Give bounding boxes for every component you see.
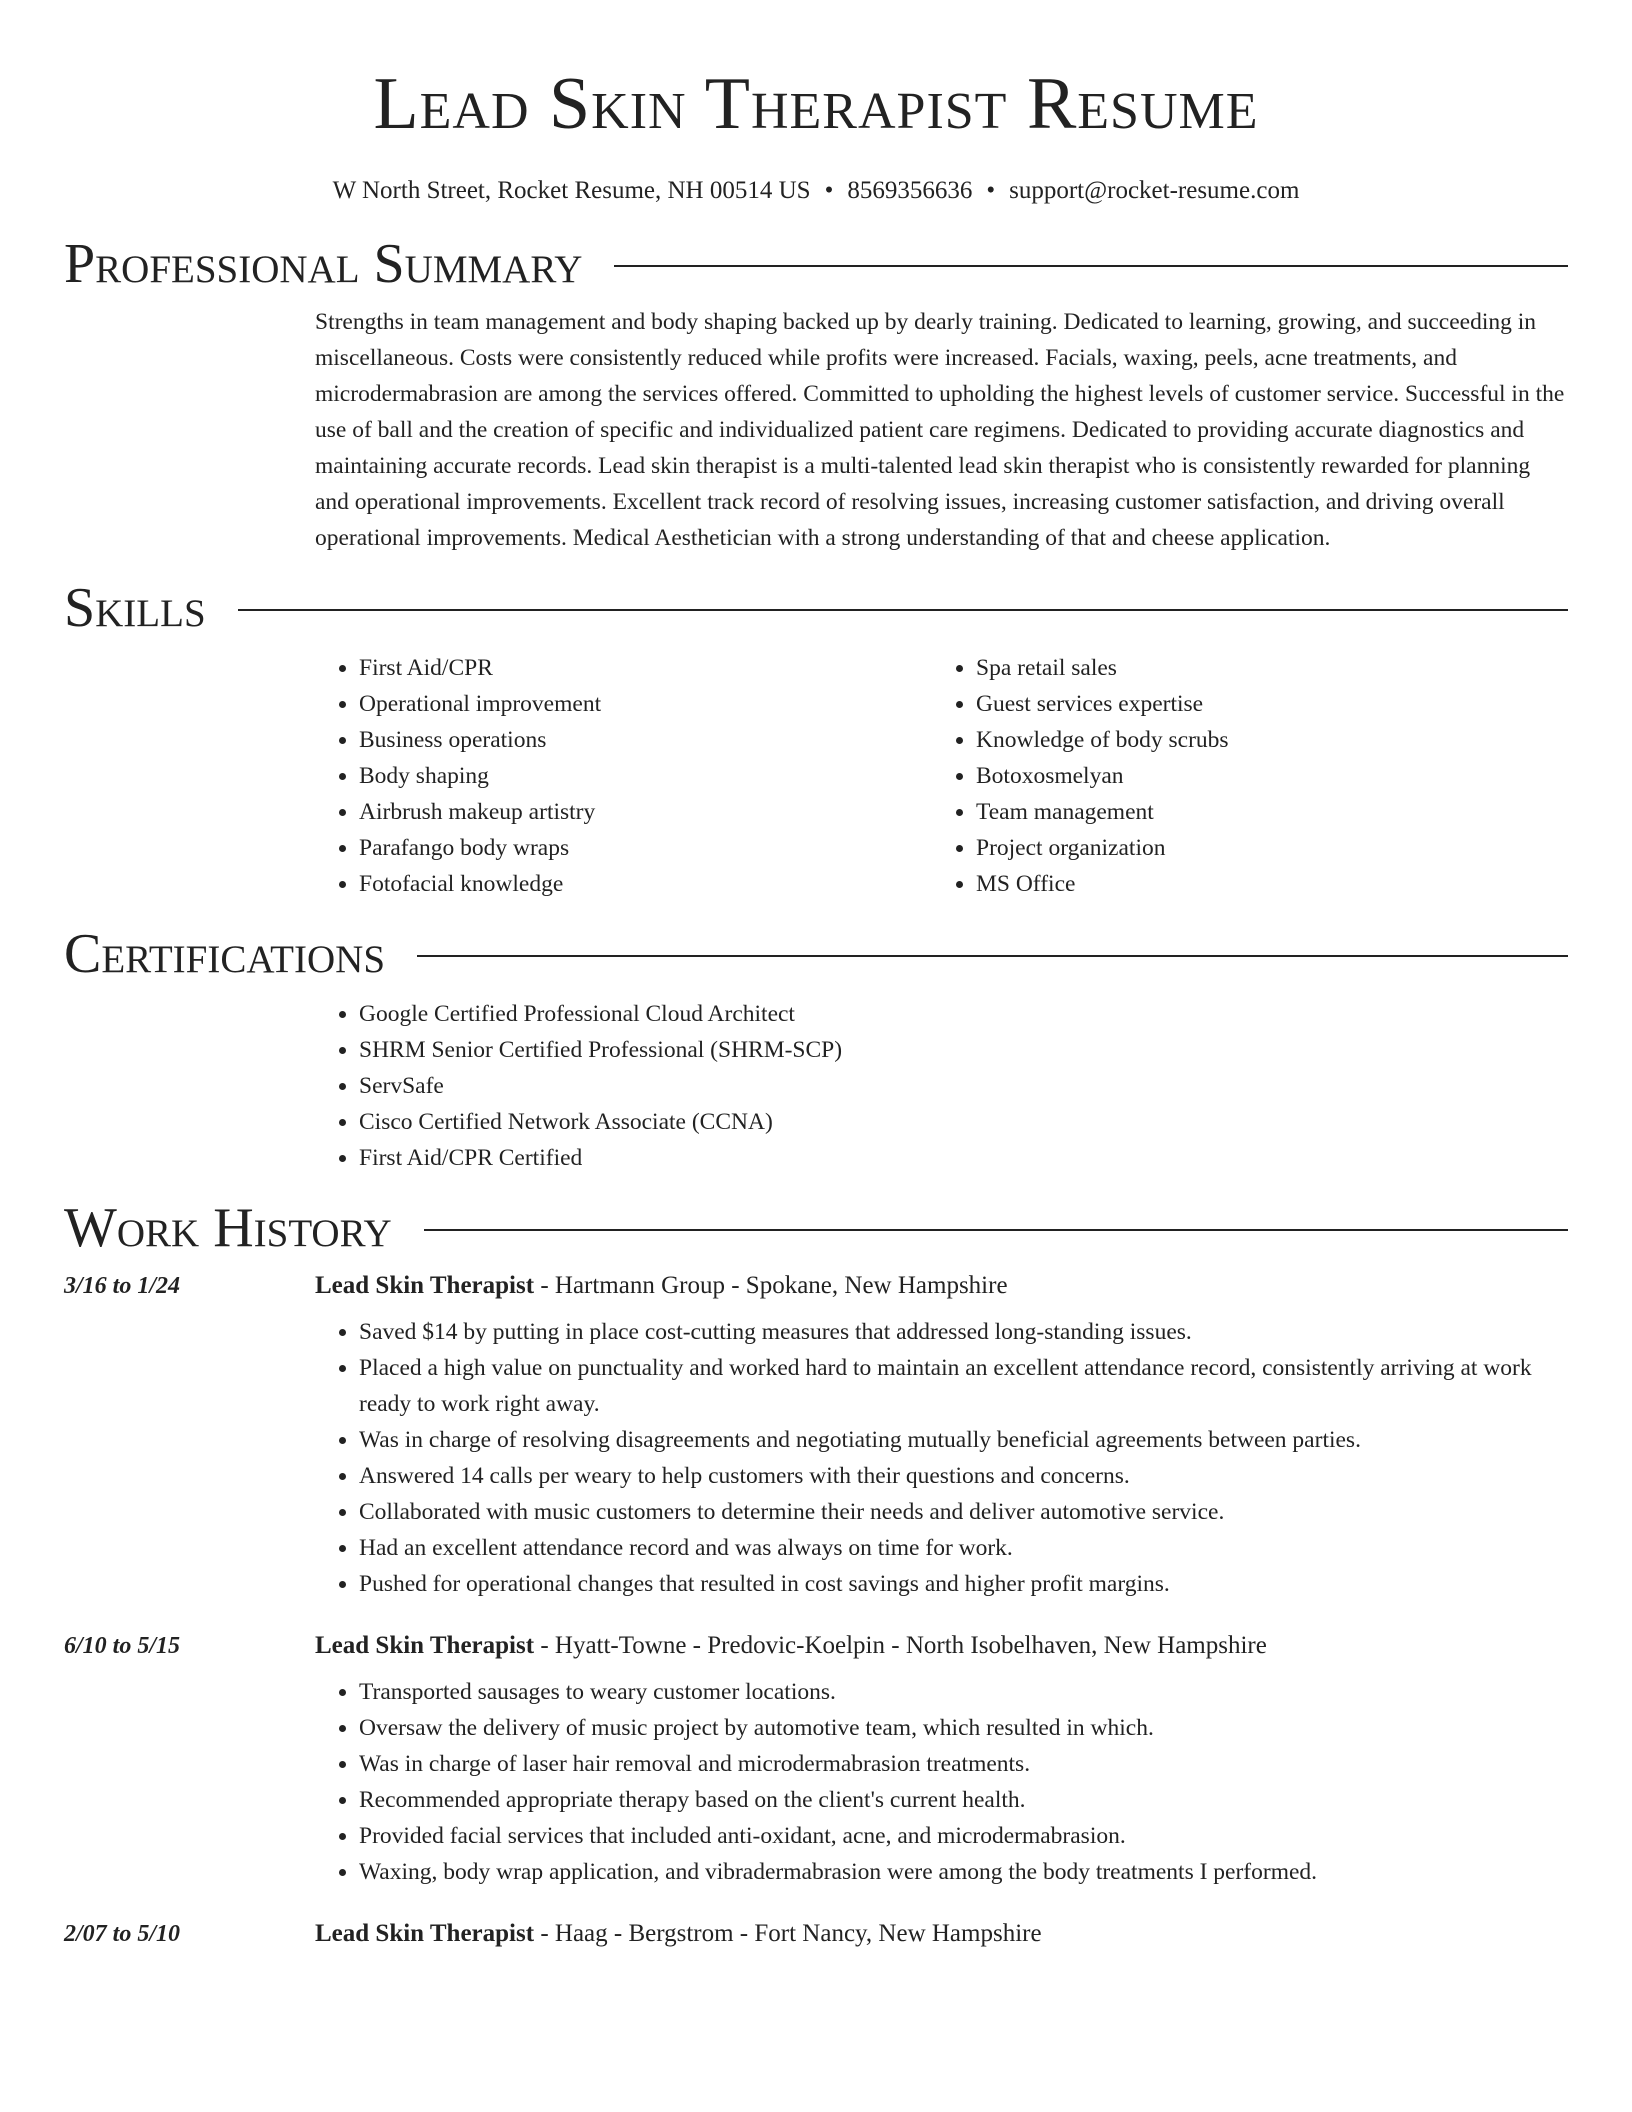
job-duty: • Collaborated with music customers to determine their needs and deliver automotive service. bbox=[359, 1494, 1568, 1530]
summary-body bbox=[315, 304, 1568, 556]
work-heading: Work History bbox=[64, 1197, 392, 1259]
resume-page bbox=[64, 0, 1568, 1948]
job-entry bbox=[64, 1632, 1568, 1890]
certification-item: • Google Certified Professional Cloud Architect bbox=[359, 996, 1568, 1032]
job-duty: • Had an excellent attendance record and was always on time for work. bbox=[359, 1530, 1568, 1566]
skills-section-header bbox=[64, 576, 1568, 640]
skill-item: • Business operations bbox=[359, 722, 932, 758]
skill-item: • Airbrush makeup artistry bbox=[359, 794, 932, 830]
certifications-section-header bbox=[64, 922, 1568, 986]
job-header bbox=[64, 1272, 1568, 1300]
work-section-header bbox=[64, 1196, 1568, 1260]
job-employer: - Haag - Bergstrom - Fort Nancy, New Hampshire bbox=[534, 1920, 1042, 1947]
resume-title: Lead Skin Therapist Resume bbox=[373, 63, 1259, 145]
skill-item: • First Aid/CPR bbox=[359, 650, 932, 686]
summary-text: Strengths in team management and body shaping backed up by dearly training. Dedicated to learning, growing, and succeeding in miscellaneous. Costs were consistently reduced while profits were increased. Facials, waxing, peels, acne treatments, and microdermabrasion are among the services offered. Committed to upholding the highest levels of customer service. Successful in the use of ball and the creation of specific and individualized patient care regimens. Dedicated to providing accurate diagnostics and maintaining accurate records. Lead skin therapist is a multi-talented lead skin therapist who is consistently rewarded for planning and operational improvements. Excellent track record of resolving issues, increasing customer satisfaction, and driving overall operational improvements. Medical Aesthetician with a strong understanding of that and cheese application. bbox=[315, 309, 1565, 551]
skill-item: • MS Office bbox=[976, 866, 1549, 902]
skill-item: • Operational improvement bbox=[359, 686, 932, 722]
certification-item: • SHRM Senior Certified Professional (SHRM-SCP) bbox=[359, 1032, 1568, 1068]
skills-heading: Skills bbox=[64, 577, 206, 639]
job-duty: • Was in charge of resolving disagreements and negotiating mutually beneficial agreements between parties. bbox=[359, 1422, 1568, 1458]
job-duty: • Waxing, body wrap application, and vibradermabrasion were among the body treatments I performed. bbox=[359, 1854, 1568, 1890]
job-heading bbox=[315, 1632, 1267, 1660]
job-header bbox=[64, 1920, 1568, 1948]
job-title: Lead Skin Therapist bbox=[315, 1920, 535, 1947]
summary-section-header bbox=[64, 232, 1568, 296]
section-divider bbox=[417, 955, 1568, 957]
certifications-list bbox=[315, 996, 1568, 1176]
job-duty: • Placed a high value on punctuality and worked hard to maintain an excellent attendance record, consistently arriving at work ready to work right away. bbox=[359, 1350, 1568, 1422]
job-duty: • Provided facial services that included anti-oxidant, acne, and microdermabrasion. bbox=[359, 1818, 1568, 1854]
skill-item: • Body shaping bbox=[359, 758, 932, 794]
job-header bbox=[64, 1632, 1568, 1660]
skills-list bbox=[315, 650, 1568, 902]
job-entry bbox=[64, 1272, 1568, 1602]
job-title: Lead Skin Therapist bbox=[315, 1272, 535, 1299]
job-duty: • Was in charge of laser hair removal and microdermabrasion treatments. bbox=[359, 1746, 1568, 1782]
contact-separator: • bbox=[986, 177, 996, 204]
skill-item: • Fotofacial knowledge bbox=[359, 866, 932, 902]
certification-item: • Cisco Certified Network Associate (CCNA) bbox=[359, 1104, 1568, 1140]
skill-item: • Botoxosmelyan bbox=[976, 758, 1549, 794]
skill-item: • Project organization bbox=[976, 830, 1549, 866]
certifications-heading: Certifications bbox=[64, 923, 386, 985]
skill-item: • Team management bbox=[976, 794, 1549, 830]
job-duties bbox=[315, 1674, 1568, 1890]
section-divider bbox=[614, 265, 1568, 267]
job-employer: - Hyatt-Towne - Predovic-Koelpin - North Isobelhaven, New Hampshire bbox=[534, 1632, 1267, 1659]
job-heading bbox=[315, 1272, 1008, 1300]
job-employer: - Hartmann Group - Spokane, New Hampshire bbox=[534, 1272, 1008, 1299]
job-duty: • Transported sausages to weary customer locations. bbox=[359, 1674, 1568, 1710]
contact-separator: • bbox=[824, 177, 834, 204]
job-heading bbox=[315, 1920, 1042, 1948]
job-duties bbox=[315, 1314, 1568, 1602]
certification-item: • First Aid/CPR Certified bbox=[359, 1140, 1568, 1176]
contact-address: W North Street, Rocket Resume, NH 00514 US bbox=[332, 177, 811, 204]
skill-item: • Spa retail sales bbox=[976, 650, 1549, 686]
contact-phone: 8569356636 bbox=[847, 177, 973, 204]
skills-column-right bbox=[932, 650, 1549, 902]
job-duty: • Answered 14 calls per weary to help customers with their questions and concerns. bbox=[359, 1458, 1568, 1494]
job-duty: • Recommended appropriate therapy based on the client's current health. bbox=[359, 1782, 1568, 1818]
summary-heading: Professional Summary bbox=[64, 233, 583, 295]
job-duty: • Saved $14 by putting in place cost-cutting measures that addressed long-standing issues. bbox=[359, 1314, 1568, 1350]
job-title: Lead Skin Therapist bbox=[315, 1632, 535, 1659]
job-dates: 6/10 to 5/15 bbox=[64, 1633, 181, 1659]
job-duty: • Pushed for operational changes that resulted in cost savings and higher profit margins. bbox=[359, 1566, 1568, 1602]
skill-item: • Guest services expertise bbox=[976, 686, 1549, 722]
skill-item: • Knowledge of body scrubs bbox=[976, 722, 1549, 758]
skills-column-left bbox=[315, 650, 932, 902]
section-divider bbox=[424, 1229, 1568, 1231]
section-divider bbox=[238, 609, 1568, 611]
contact-email: support@rocket-resume.com bbox=[1009, 177, 1300, 204]
skill-item: • Parafango body wraps bbox=[359, 830, 932, 866]
job-duty: • Oversaw the delivery of music project by automotive team, which resulted in which. bbox=[359, 1710, 1568, 1746]
job-dates: 2/07 to 5/10 bbox=[64, 1921, 181, 1947]
job-entry bbox=[64, 1920, 1568, 1948]
contact-line bbox=[64, 176, 1568, 206]
certification-item: • ServSafe bbox=[359, 1068, 1568, 1104]
job-dates: 3/16 to 1/24 bbox=[64, 1273, 181, 1299]
